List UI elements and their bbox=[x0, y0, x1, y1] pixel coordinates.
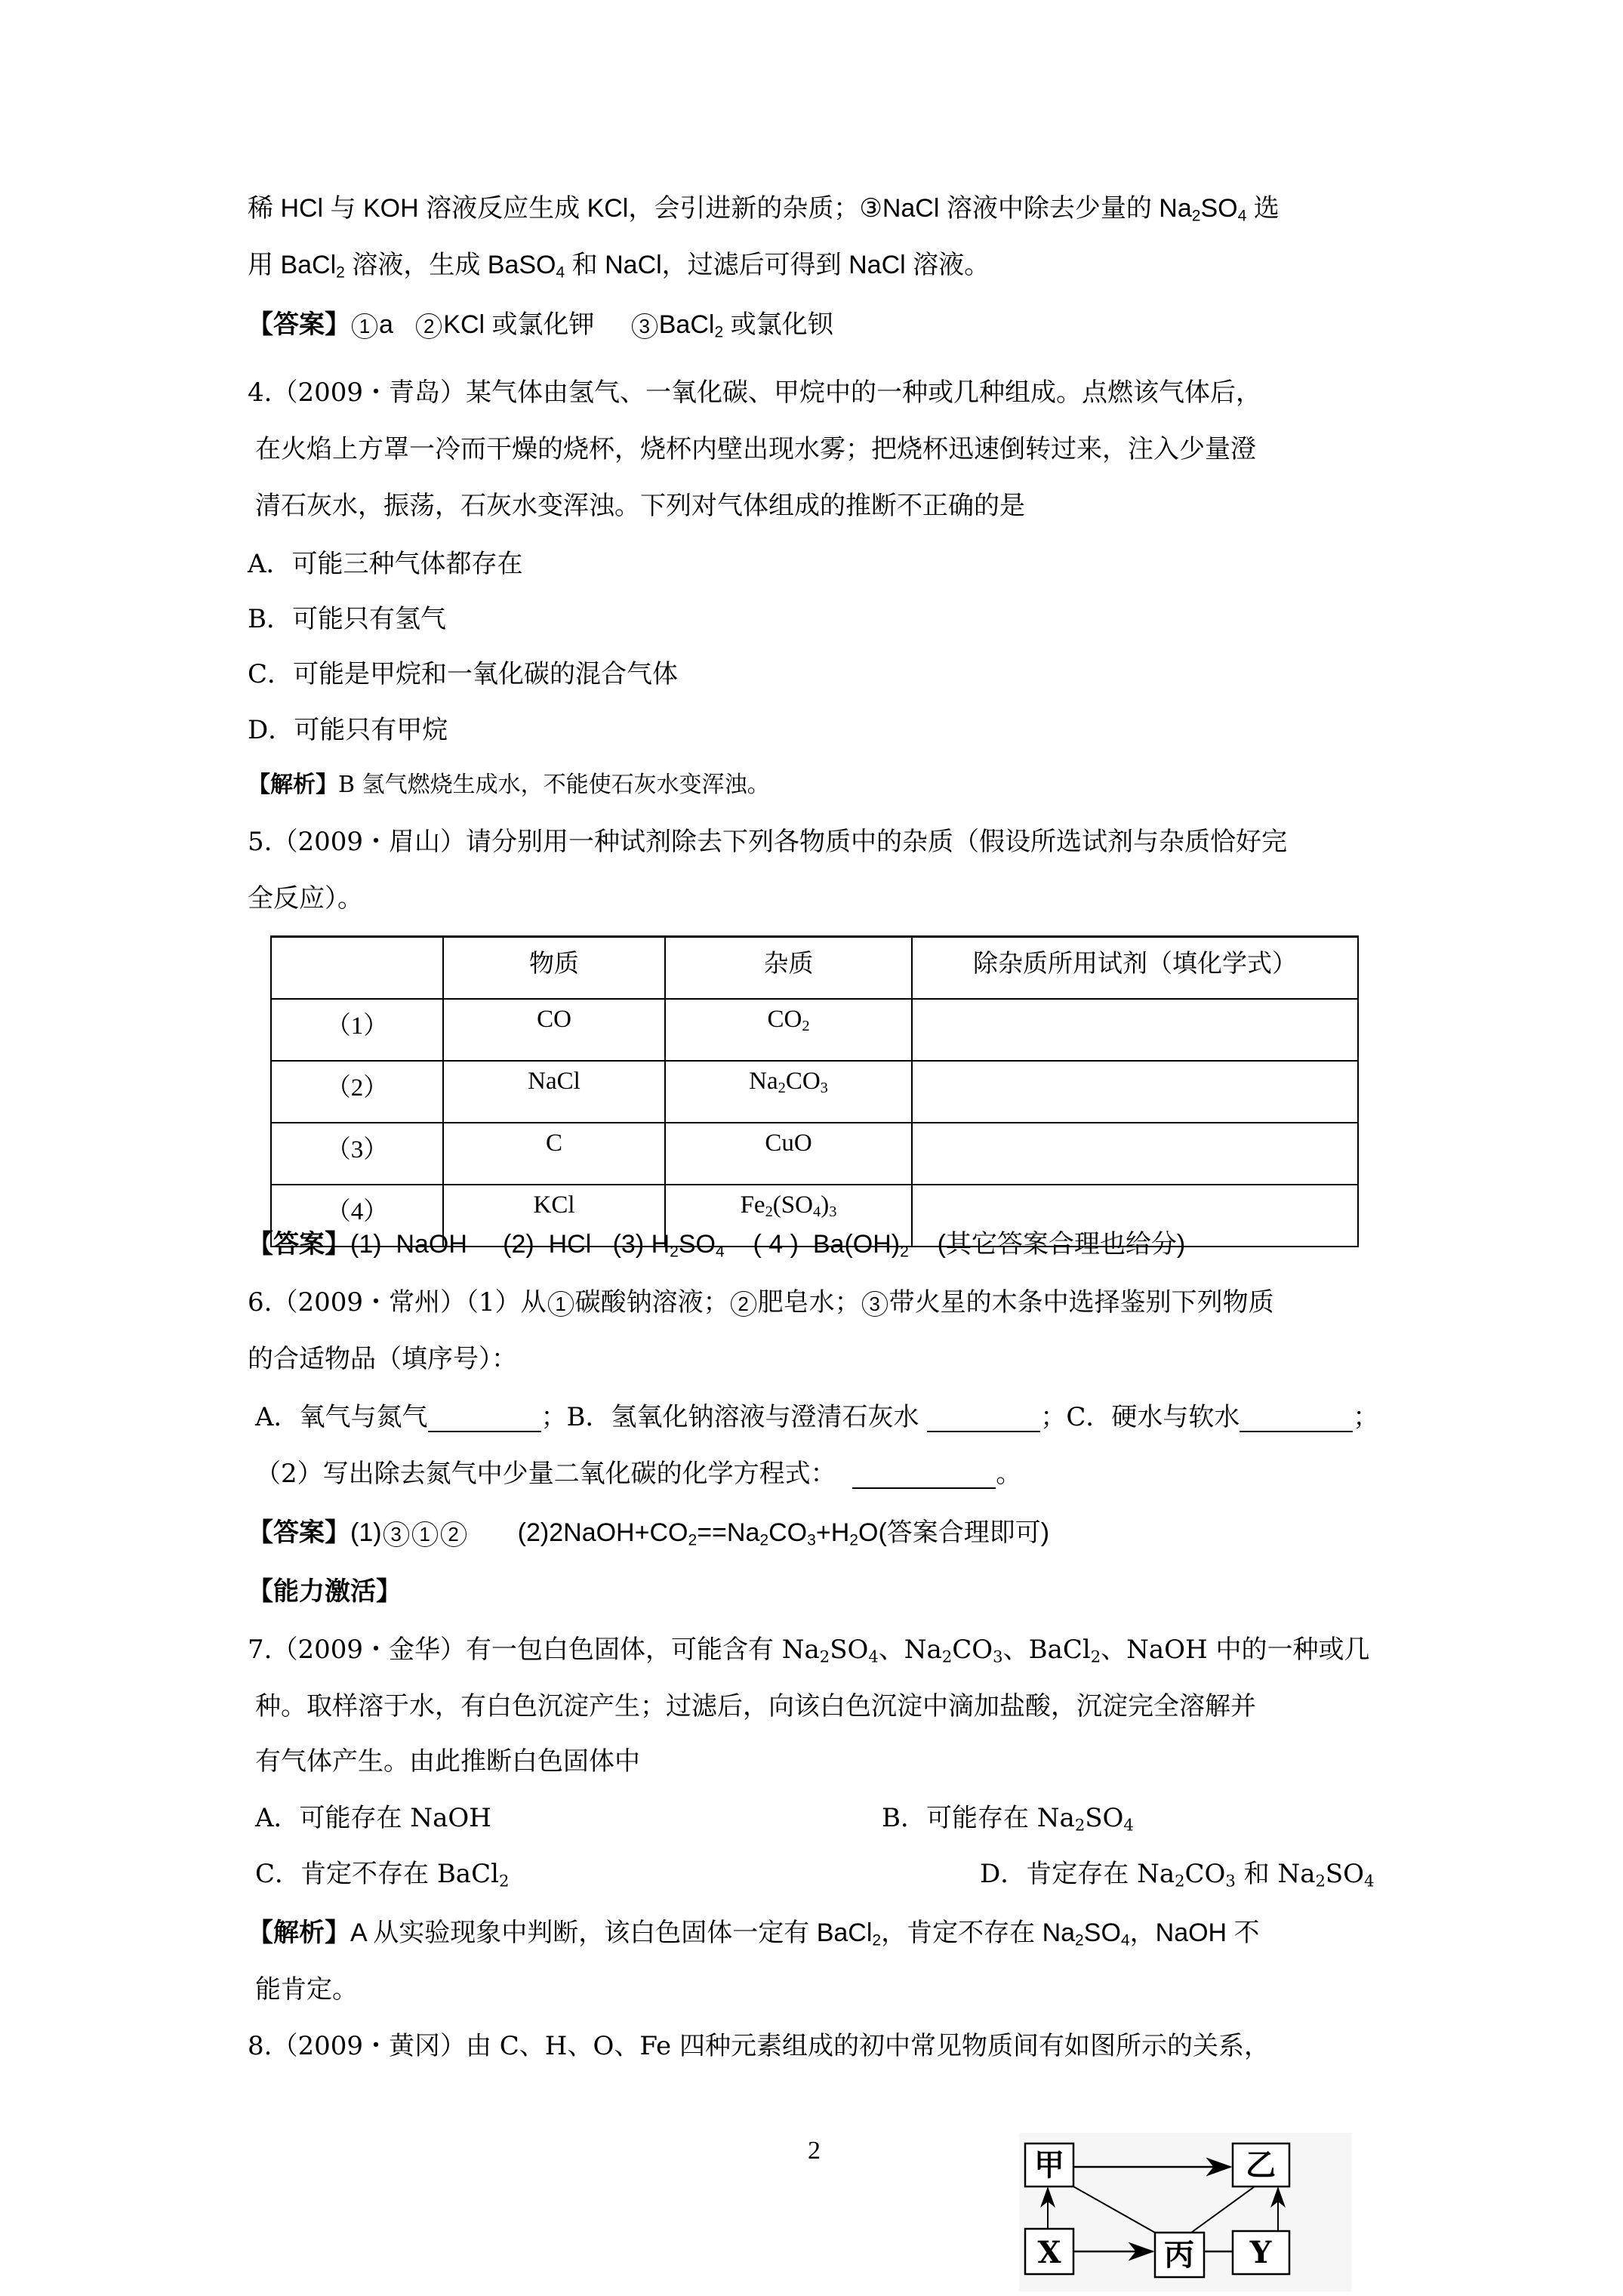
circled-number: 3 bbox=[632, 313, 658, 339]
q4-analysis: 【解析】B 氢气燃烧生成水，不能使石灰水变浑浊。 bbox=[248, 772, 770, 798]
q7-option-c: C．肯定不存在 BaCl$_2$ bbox=[255, 1859, 510, 1891]
circled-number: 2 bbox=[416, 313, 442, 339]
q3-explanation-line1: 稀 HCl 与 KOH 溶液反应生成 KCl，会引进新的杂质；③NaCl 溶液中除去少量的 $Na_2SO_4$ 选 bbox=[248, 194, 1280, 225]
q4-stem-line3: 清石灰水，振荡，石灰水变浑浊。下列对气体组成的推断不正确的是 bbox=[255, 491, 1025, 521]
q7-analysis-line2: 能肯定。 bbox=[255, 1975, 358, 2004]
circled-number: 1 bbox=[352, 313, 377, 339]
q7-option-a: A．可能存在 NaOH bbox=[255, 1803, 491, 1833]
q5-table bbox=[270, 935, 1359, 1247]
circled-number: 1 bbox=[412, 1521, 438, 1547]
page-number: 2 bbox=[808, 2137, 821, 2165]
q6-stem-line1: 6.（2009・常州）（1）从 1 碳酸钠溶液； 2 肥皂水； 3 带火星的木条中选择鉴别下列物质 bbox=[248, 1287, 1274, 1318]
q3-answer: 【答案】 1 a 2 KCl 或氯化钾 3 BaCl$_2$ 或氯化钡 bbox=[248, 310, 833, 341]
q8-stem: 8.（2009・黄冈）由 C、H、O、Fe 四种元素组成的初中常见物质间有如图所示的关系， bbox=[248, 2031, 1270, 2061]
node-jia bbox=[1025, 2143, 1073, 2187]
q4-option-b: B．可能只有氢气 bbox=[248, 604, 446, 634]
row-index: （4） bbox=[271, 1185, 443, 1247]
table-row bbox=[271, 1061, 1358, 1123]
q6-part2: （2）写出除去氮气中少量二氧化碳的化学方程式： 。 bbox=[255, 1459, 1022, 1489]
q4-option-c: C．可能是甲烷和一氧化碳的混合气体 bbox=[248, 659, 679, 689]
node-bing bbox=[1155, 2233, 1204, 2277]
q7-option-b: B．可能存在 $Na_2SO_4$ bbox=[882, 1803, 1134, 1835]
circled-number: 2 bbox=[731, 1291, 756, 1317]
substance-cell: CO bbox=[443, 999, 665, 1061]
impurity-cell: $Na_2CO_3$ bbox=[665, 1061, 912, 1123]
substance-cell: C bbox=[443, 1123, 665, 1185]
q4-option-d: D．可能只有甲烷 bbox=[248, 715, 448, 745]
answer-blank[interactable] bbox=[1240, 1407, 1353, 1432]
analysis-label: 【解析】 bbox=[248, 772, 338, 798]
reagent-cell[interactable] bbox=[912, 999, 1358, 1061]
answer-blank[interactable] bbox=[428, 1407, 541, 1432]
table-header-cell: 除杂质所用试剂（填化学式） bbox=[912, 937, 1358, 1000]
node-x bbox=[1025, 2229, 1073, 2274]
q7-option-d: D．肯定存在 $Na_2CO_3$ 和 $Na_2SO_4$ bbox=[980, 1859, 1375, 1891]
reagent-cell[interactable] bbox=[912, 1123, 1358, 1185]
q7-stem-line3: 有气体产生。由此推断白色固体中 bbox=[255, 1746, 640, 1777]
q6-part1: A．氧气与氮气 ；B．氢氧化钠溶液与澄清石灰水 ；C．硬水与软水 ； bbox=[255, 1402, 1379, 1432]
svg-text:Y: Y bbox=[1249, 2235, 1272, 2270]
q5-answer: 【答案】(1) NaOH (2) HCl (3) $H_2SO_4$ ( 4 ) $Ba(OH)_2$ (其它答案合理也给分) bbox=[248, 1230, 1186, 1261]
q5-stem-line2: 全反应）。 bbox=[248, 883, 363, 914]
impurity-cell: $Fe_2(SO_4)_3$ bbox=[665, 1185, 912, 1247]
analysis-label: 【解析】 bbox=[248, 1918, 350, 1948]
impurity-cell: CuO bbox=[665, 1123, 912, 1185]
svg-text:丙: 丙 bbox=[1164, 2237, 1194, 2273]
table-row bbox=[271, 999, 1358, 1061]
reagent-cell[interactable] bbox=[912, 1061, 1358, 1123]
impurity-cell: $CO_2$ bbox=[665, 999, 912, 1061]
circled-number: 3 bbox=[383, 1521, 409, 1547]
q7-stem-line1: 7.（2009・金华）有一包白色固体，可能含有 $Na_2SO_4$、$Na_2CO_3$、BaCl$_2$、NaOH 中的一种或几 bbox=[248, 1635, 1370, 1666]
q7-stem-line2: 种。取样溶于水，有白色沉淀产生；过滤后，向该白色沉淀中滴加盐酸，沉淀完全溶解并 bbox=[255, 1691, 1256, 1721]
table-header-row bbox=[271, 937, 1358, 1000]
q6-stem-line2: 的合适物品（填序号）： bbox=[248, 1344, 517, 1374]
section-title: 【能力激活】 bbox=[248, 1577, 402, 1606]
answer-label: 【答案】 bbox=[248, 1230, 350, 1259]
q4-stem-line1: 4.（2009・青岛）某气体由氢气、一氧化碳、甲烷中的一种或几种组成。点燃该气体后， bbox=[248, 378, 1261, 408]
circled-number: 1 bbox=[548, 1291, 574, 1317]
q4-stem-line2: 在火焰上方罩一冷而干燥的烧杯，烧杯内壁出现水雾；把烧杯迅速倒转过来，注入少量澄 bbox=[255, 434, 1256, 464]
row-index: （3） bbox=[271, 1123, 443, 1185]
relationship-diagram bbox=[1019, 2133, 1351, 2291]
node-yi bbox=[1233, 2143, 1289, 2187]
node-y bbox=[1233, 2231, 1289, 2274]
table-header-cell: 杂质 bbox=[665, 937, 912, 1000]
table-header-cell bbox=[271, 937, 443, 1000]
table-row bbox=[271, 1123, 1358, 1185]
answer-label: 【答案】 bbox=[248, 310, 350, 339]
answer-label: 【答案】 bbox=[248, 1518, 350, 1547]
row-index: （2） bbox=[271, 1061, 443, 1123]
svg-text:乙: 乙 bbox=[1246, 2147, 1276, 2183]
answer-blank[interactable] bbox=[852, 1463, 996, 1489]
substance-cell: NaCl bbox=[443, 1061, 665, 1123]
substance-cell: KCl bbox=[443, 1185, 665, 1247]
circled-number: 3 bbox=[862, 1291, 888, 1317]
q3-explanation-line2: 用 BaCl$_2$ 溶液，生成 BaSO$_4$ 和 NaCl，过滤后可得到 NaCl 溶液。 bbox=[248, 251, 990, 282]
row-index: （1） bbox=[271, 999, 443, 1061]
table-header-cell: 物质 bbox=[443, 937, 665, 1000]
svg-text:X: X bbox=[1037, 2235, 1061, 2270]
q7-analysis: 【解析】A 从实验现象中判断，该白色固体一定有 BaCl$_2$，肯定不存在 $Na_2SO_4$，NaOH 不 bbox=[248, 1918, 1260, 1949]
q5-stem-line1: 5.（2009・眉山）请分别用一种试剂除去下列各物质中的杂质（假设所选试剂与杂质恰好完 bbox=[248, 827, 1287, 857]
q4-option-a: A．可能三种气体都存在 bbox=[248, 549, 523, 579]
svg-text:甲: 甲 bbox=[1034, 2147, 1064, 2183]
q6-answer: 【答案】(1) 3 1 2 $(2)2NaOH+CO_2==Na_2CO_3+H_2O$(答案合理即可) bbox=[248, 1518, 1050, 1549]
circled-number: 2 bbox=[441, 1521, 467, 1547]
answer-blank[interactable] bbox=[927, 1407, 1040, 1432]
